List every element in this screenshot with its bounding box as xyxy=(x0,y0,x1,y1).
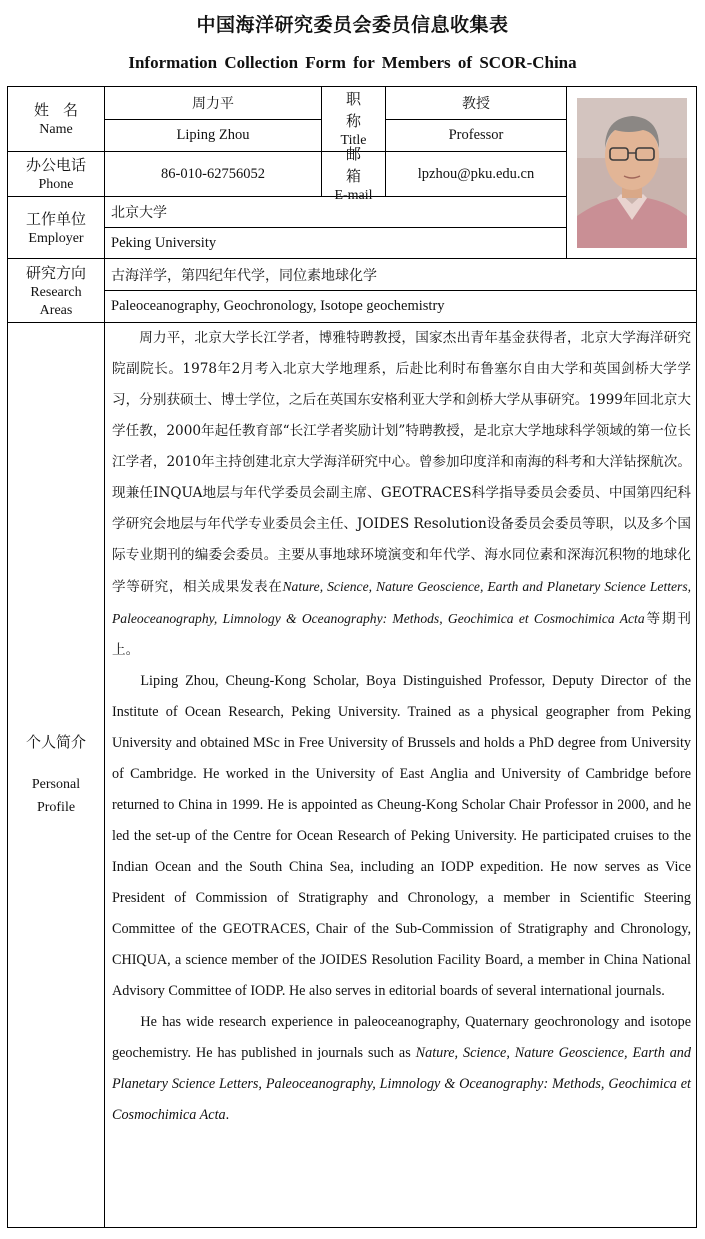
research-value-cn: 古海洋学，第四纪年代学，同位素地球化学 xyxy=(105,259,696,291)
form-title-english: Information Collection Form for Members of SCOR-China xyxy=(128,53,577,72)
profile-label-en1: Personal xyxy=(31,777,81,792)
research-label xyxy=(8,259,105,323)
name-label-en: Name xyxy=(39,122,73,137)
research-label-cn: 研究方向 xyxy=(25,263,86,282)
title-label-cn: 职称 xyxy=(345,90,375,130)
employer-label-en: Employer xyxy=(28,230,84,246)
portrait-image xyxy=(577,98,687,248)
email-label-cn: 邮箱 xyxy=(345,145,375,185)
portrait-photo xyxy=(577,98,687,248)
profile-content xyxy=(105,323,691,1223)
employer-value-en: Peking University xyxy=(105,228,567,259)
email-value: lpzhou@pku.edu.cn xyxy=(386,152,567,197)
profile-label-cn: 个人简介 xyxy=(25,733,86,751)
email-label xyxy=(322,145,386,203)
phone-label xyxy=(8,152,105,197)
title-value-en: Professor xyxy=(386,120,567,152)
name-label xyxy=(8,87,105,152)
employer-value-cn: 北京大学 xyxy=(105,197,567,228)
profile-paragraph-en-1: Liping Zhou, Cheung-Kong Scholar, Boya Distinguished Professor, Deputy Director of the Institute of Ocean Research, Peking University. Trained as a physical geographer from Peking University and obtained MSc in Free University of Brussels and holds a PhD degree from University of Cambridge. He worked in the University of East Anglia and University of Cambridge before returned to China in 1999. He is appointed as Cheung-Kong Scholar Chair Professor in 2000, and he led the set-up of the Centre for Ocean Research of Peking University. He participated cruises to the Indian Ocean and the South China Sea, including an IODP expedition. He now serves as Vice President of Commission of Stratigraphy and Chronology, a member in Scientific Steering Committee of the GEOTRACES, Chair of the Sub-Commission of Stratigraphy and Chronology, CHIQUA, a science member of the JOIDES Resolution Facility Board, a member in China National Advisory Committee of IODP. He also serves in editorial boards of several international journals. xyxy=(112,673,691,999)
title-value-cn: 教授 xyxy=(386,87,567,120)
form-title-chinese: 中国海洋研究委员会委员信息收集表 xyxy=(196,14,509,36)
research-label-en2: Areas xyxy=(39,302,73,318)
name-value-en: Liping Zhou xyxy=(105,120,322,152)
title-label-en: Title xyxy=(340,133,367,148)
profile-label xyxy=(8,323,105,1227)
name-value-cn: 周力平 xyxy=(105,87,322,120)
phone-label-en: Phone xyxy=(38,177,74,192)
employer-label-cn: 工作单位 xyxy=(25,209,86,228)
phone-value: 86-010-62756052 xyxy=(105,152,322,197)
phone-label-cn: 办公电话 xyxy=(25,156,86,174)
employer-label xyxy=(8,197,105,259)
profile-paragraph-en-2: He has wide research experience in paleoceanography, Quaternary geochronology and isotope geochemistry. He has published in journals such as Nature, Science, Nature Geoscience, Earth and Planetary Science Letters, Paleoceanography, Limnology & Oceanography: Methods, Geochimica et Cosmochimica Acta. xyxy=(112,1014,691,1123)
email-label-en: E-mail xyxy=(334,188,373,203)
research-label-en1: Research xyxy=(30,284,82,300)
research-value-en: Paleoceanography, Geochronology, Isotope geochemistry xyxy=(105,291,696,323)
info-table xyxy=(7,86,697,1228)
profile-label-en2: Profile xyxy=(36,800,76,815)
name-label-cn: 姓名 xyxy=(33,101,92,119)
profile-paragraph-cn: 周力平，北京大学长江学者，博雅特聘教授，国家杰出青年基金获得者，北京大学海洋研究院副院长。1978年2月考入北京大学地理系，后赴比利时布鲁塞尔自由大学和英国剑桥大学学习，分别获硕士、博士学位，之后在英国东安格利亚大学和剑桥大学从事研究。1999年回北京大学任教，2000年起任教育部“长江学者奖励计划”特聘教授，是北京大学地球科学领域的第一位长江学者，2010年主持创建北京大学海洋研究中心。曾参加印度洋和南海的科考和大洋钻探航次。现兼任INQUA地层与年代学委员会副主席、GEOTRACES科学指导委员会委员、中国第四纪科学研究会地层与年代学专业委员会主任、JOIDES Resolution设备委员会委员等职，以及多个国际专业期刊的编委会委员。主要从事地球环境演变和年代学、海水同位素和深海沉积物的地球化学等研究，相关成果发表在Nature, Science, Nature Geoscience, Earth and Planetary Science Letters, Paleoceanography, Limnology & Oceanography: Methods, Geochimica et Cosmochimica Acta等期刊上。 xyxy=(112,330,692,658)
